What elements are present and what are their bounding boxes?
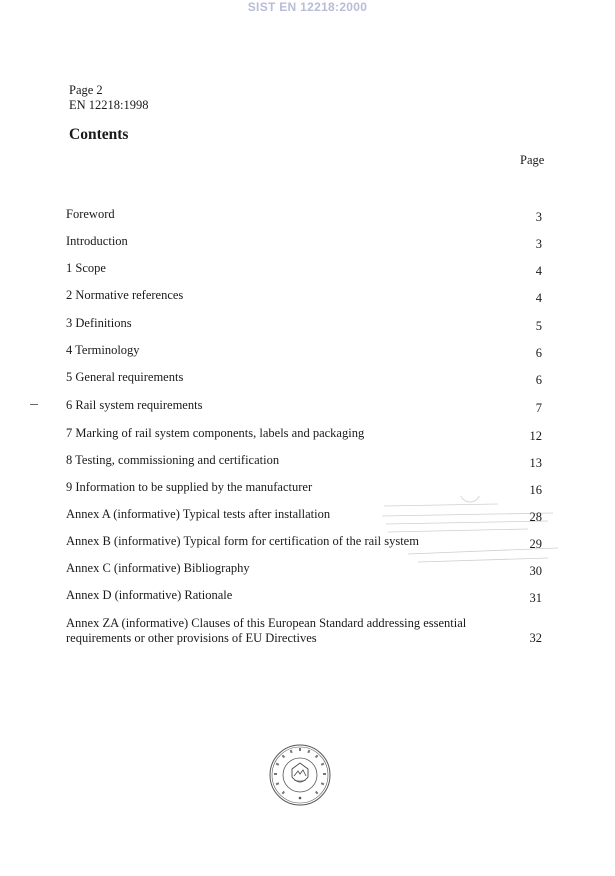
toc-entry-label: 4 Terminology (66, 343, 140, 357)
toc-entry-page: 3 (535, 237, 542, 251)
toc-entry-label: 5 General requirements (66, 370, 184, 384)
official-seal-emblem (268, 743, 332, 807)
toc-entry-label: Introduction (66, 234, 128, 248)
toc-entry-page: 32 (529, 631, 542, 645)
toc-entry-label: 1 Scope (66, 261, 106, 275)
toc-entry[interactable] (66, 588, 542, 606)
toc-entry-page: 28 (529, 510, 542, 524)
toc-entry-page: 16 (529, 483, 542, 497)
toc-entry-label: Annex A (informative) Typical tests after installation (66, 507, 331, 521)
toc-entry-page: 7 (535, 401, 542, 415)
toc-entry[interactable] (66, 616, 542, 650)
toc-entry[interactable] (66, 343, 542, 361)
toc-entry[interactable] (66, 426, 542, 444)
toc-entry[interactable] (66, 288, 542, 306)
page-header (69, 83, 149, 113)
toc-entry-label: 7 Marking of rail system components, labels and packaging (66, 426, 365, 440)
toc-entry[interactable] (66, 370, 542, 388)
toc-entry-label: Annex ZA (informative) Clauses of this European Standard addressing essential requirements or other provisions of EU Directives (66, 616, 467, 645)
toc-entry-page: 29 (529, 537, 542, 551)
toc-entry-label: Annex B (informative) Typical form for certification of the rail system (66, 534, 419, 548)
page-column-header: Page (520, 153, 545, 167)
watermark: SIST EN 12218:2000 (247, 0, 368, 14)
toc-entry-page: 5 (535, 319, 542, 333)
toc-entry-page: 6 (535, 346, 542, 360)
page-number: Page 2 (69, 83, 103, 97)
toc-entry-page: 13 (529, 456, 542, 470)
toc-entry-label: 6 Rail system requirements (66, 398, 203, 412)
toc-entry-label: 2 Normative references (66, 288, 184, 302)
toc-entry-page: 12 (529, 429, 542, 443)
toc-entry-label: 9 Information to be supplied by the manufacturer (66, 480, 313, 494)
toc-entry-page: 6 (535, 373, 542, 387)
toc-entry[interactable] (66, 261, 542, 279)
toc-entry-label: 8 Testing, commissioning and certification (66, 453, 280, 467)
toc-entry[interactable] (66, 207, 542, 225)
contents-title: Contents (69, 126, 129, 143)
toc-entry-label: Annex C (informative) Bibliography (66, 561, 250, 575)
toc-entry-label: 3 Definitions (66, 316, 132, 330)
toc-entry[interactable] (66, 316, 542, 334)
faded-stamp-mark (378, 496, 563, 576)
margin-mark (30, 404, 38, 405)
toc-entry[interactable] (66, 398, 542, 416)
toc-entry[interactable] (66, 453, 542, 471)
toc-entry-page: 4 (535, 291, 542, 305)
toc-entry-label: Foreword (66, 207, 115, 221)
toc-entry[interactable] (66, 234, 542, 252)
toc-entry-page: 4 (535, 264, 542, 278)
toc-entry-label: Annex D (informative) Rationale (66, 588, 233, 602)
standard-number: EN 12218:1998 (69, 98, 149, 112)
toc-entry-page: 3 (535, 210, 542, 224)
toc-entry-page: 31 (529, 591, 542, 605)
toc-entry-page: 30 (529, 564, 542, 578)
